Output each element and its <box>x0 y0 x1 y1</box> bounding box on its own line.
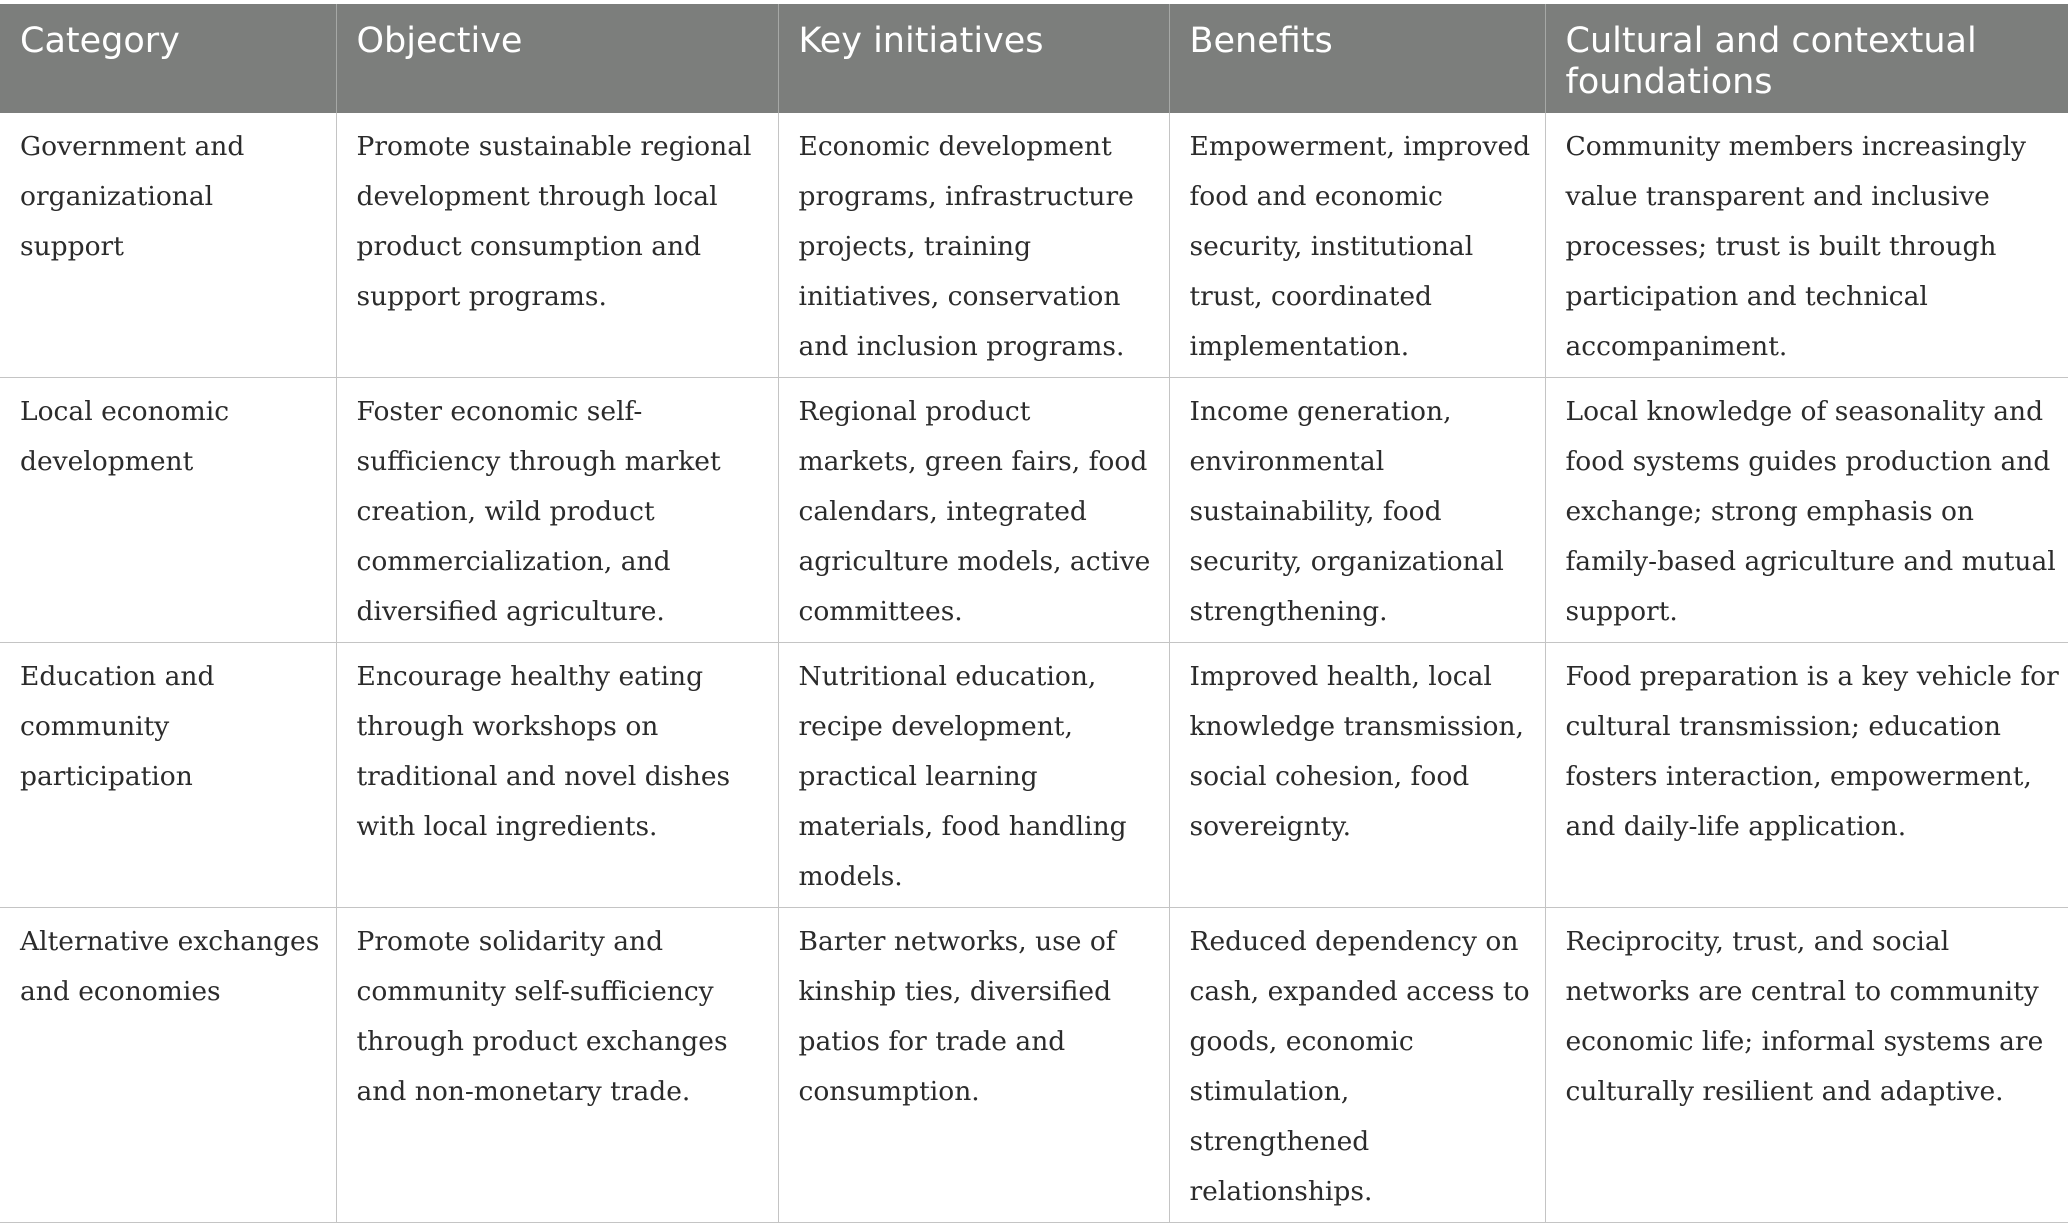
header-cultural-foundations: Cultural and contextual foundations <box>1545 4 2068 113</box>
cell-objective: Encourage healthy eating through workshops on traditional and novel dishes with local ingredients. <box>336 643 778 908</box>
cell-objective: Promote solidarity and community self-sufficiency through product exchanges and non-monetary trade. <box>336 908 778 1223</box>
cell-key-initiatives: Barter networks, use of kinship ties, diversified patios for trade and consumption. <box>778 908 1169 1223</box>
table-row <box>0 113 2068 378</box>
data-table <box>0 4 2068 1223</box>
cell-key-initiatives: Nutritional education, recipe development, practical learning materials, food handling models. <box>778 643 1169 908</box>
cell-benefits: Empowerment, improved food and economic security, institutional trust, coordinated implementation. <box>1169 113 1545 378</box>
table-header-row <box>0 4 2068 113</box>
cell-category: Local economic development <box>0 378 336 643</box>
cell-benefits: Reduced dependency on cash, expanded access to goods, economic stimulation, strengthened relationships. <box>1169 908 1545 1223</box>
cell-cultural-foundations: Food preparation is a key vehicle for cultural transmission; education fosters interaction, empowerment, and daily-life application. <box>1545 643 2068 908</box>
cell-objective: Foster economic self-sufficiency through market creation, wild product commercialization, and diversified agriculture. <box>336 378 778 643</box>
cell-cultural-foundations: Reciprocity, trust, and social networks are central to community economic life; informal systems are culturally resilient and adaptive. <box>1545 908 2068 1223</box>
header-key-initiatives: Key initiatives <box>778 4 1169 113</box>
cell-key-initiatives: Regional product markets, green fairs, food calendars, integrated agriculture models, active committees. <box>778 378 1169 643</box>
cell-category: Education and community participation <box>0 643 336 908</box>
header-benefits: Benefits <box>1169 4 1545 113</box>
table-row <box>0 908 2068 1223</box>
cell-benefits: Improved health, local knowledge transmission, social cohesion, food sovereignty. <box>1169 643 1545 908</box>
cell-objective: Promote sustainable regional development through local product consumption and support programs. <box>336 113 778 378</box>
cell-cultural-foundations: Local knowledge of seasonality and food systems guides production and exchange; strong emphasis on family-based agriculture and mutual support. <box>1545 378 2068 643</box>
table-row <box>0 378 2068 643</box>
header-category: Category <box>0 4 336 113</box>
cell-cultural-foundations: Community members increasingly value transparent and inclusive processes; trust is built through participation and technical accompaniment. <box>1545 113 2068 378</box>
header-objective: Objective <box>336 4 778 113</box>
table-row <box>0 643 2068 908</box>
cell-key-initiatives: Economic development programs, infrastructure projects, training initiatives, conservation and inclusion programs. <box>778 113 1169 378</box>
cell-benefits: Income generation, environmental sustainability, food security, organizational strengthening. <box>1169 378 1545 643</box>
cell-category: Government and organizational support <box>0 113 336 378</box>
cell-category: Alternative exchanges and economies <box>0 908 336 1223</box>
